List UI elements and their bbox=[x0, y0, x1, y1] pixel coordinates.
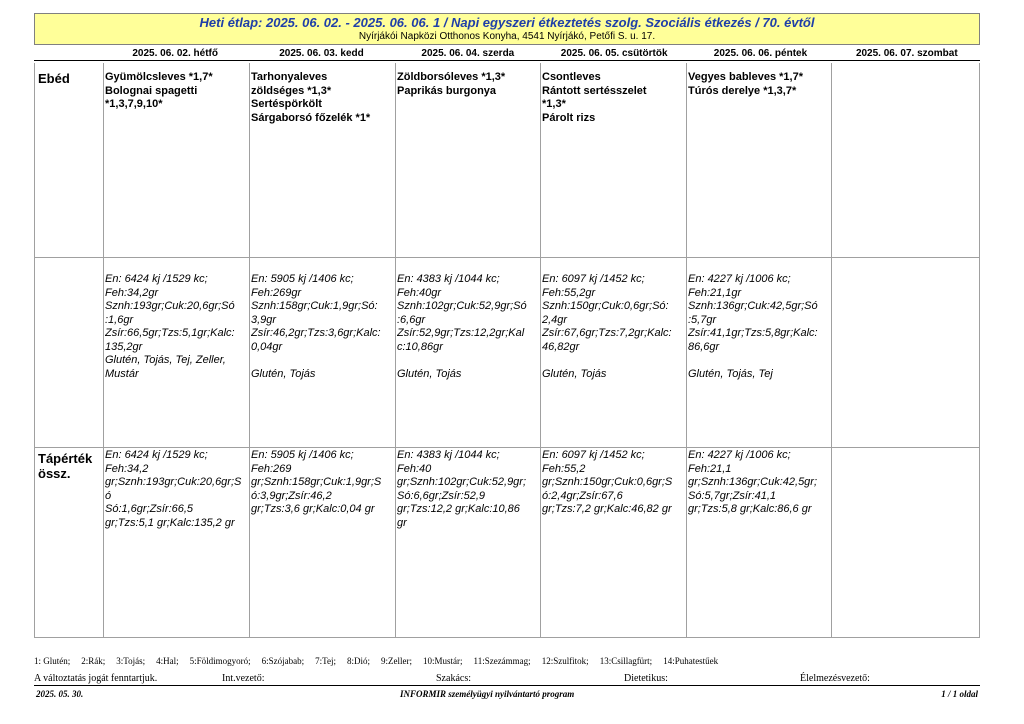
allergen-item: 7:Tej; bbox=[315, 656, 337, 666]
program-name: INFORMIR személyügyi nyilvántartó program bbox=[400, 689, 575, 699]
print-date: 2025. 05. 30. bbox=[36, 689, 84, 699]
chef-label: Szakács: bbox=[436, 673, 471, 684]
food-manager-label: Élelmezésvezető: bbox=[800, 673, 870, 684]
menu-cell-friday: Vegyes bableves *1,7* Túrós derelye *1,3,7* bbox=[688, 71, 803, 97]
summary-cell-tuesday: En: 5905 kj /1406 kc; Feh:269 gr;Sznh:158gr;Cuk:1,9gr;S ó:3,9gr;Zsír:46,2 gr;Tzs:3,6 gr;Kalc:0,04 gr bbox=[251, 449, 382, 515]
menu-cell-thursday: Csontleves Rántott sertésszelet *1,3* Párolt rizs bbox=[542, 71, 647, 124]
allergen-item: 11:Szezámmag; bbox=[473, 656, 531, 666]
day-header-thursday: 2025. 06. 05. csütörtök bbox=[560, 48, 668, 59]
allergen-item: 6:Szójabab; bbox=[261, 656, 305, 666]
menu-title: Heti étlap: 2025. 06. 02. - 2025. 06. 06. 1 / Napi egyszeri étkeztetés szolg. Szociális étkezés / 70. évtől bbox=[199, 15, 815, 30]
day-header-saturday: 2025. 06. 07. szombat bbox=[855, 48, 958, 59]
menu-header bbox=[34, 13, 980, 45]
menu-cell-wednesday: Zöldborsóleves *1,3* Paprikás burgonya bbox=[397, 71, 506, 97]
nutrition-cell-tuesday: En: 5905 kj /1406 kc; Feh:269gr Sznh:158gr;Cuk:1,9gr;Só: 3,9gr Zsír:46,2gr;Tzs:3,6gr;Kalc: 0,04gr Glutén, Tojás bbox=[251, 273, 381, 380]
nutrition-cell-thursday: En: 6097 kj /1452 kc; Feh:55,2gr Sznh:150gr;Cuk:0,6gr;Só: 2,4gr Zsír:67,6gr;Tzs:7,2gr;Kalc: 46,82gr Glutén, Tojás bbox=[542, 273, 672, 380]
grid-line bbox=[686, 63, 687, 637]
summary-row-label: Tápérték össz. bbox=[38, 451, 93, 481]
nutrition-cell-wednesday: En: 4383 kj /1044 kc; Feh:40gr Sznh:102gr;Cuk:52,9gr;Só :6,6gr Zsír:52,9gr;Tzs:12,2gr;Kal c:10,86gr Glutén, Tojás bbox=[397, 273, 527, 380]
nutrition-cell-monday: En: 6424 kj /1529 kc; Feh:34,2gr Sznh:193gr;Cuk:20,6gr;Só :1,6gr Zsír:66,5gr;Tzs:5,1gr;Kalc: 135,2gr Glutén, Tojás, Tej, Zeller, Mustár bbox=[105, 273, 235, 380]
allergen-item: 14:Puhatestűek bbox=[663, 656, 719, 666]
dietitian-label: Dietetikus: bbox=[624, 673, 668, 684]
summary-cell-wednesday: En: 4383 kj /1044 kc; Feh:40 gr;Sznh:102gr;Cuk:52,9gr; Só:6,6gr;Zsír:52,9 gr;Tzs:12,2 gr;Kalc:10,86 gr bbox=[397, 449, 527, 529]
menu-cell-monday: Gyümölcsleves *1,7* Bolognai spagetti *1,3,7,9,10* bbox=[105, 71, 213, 110]
allergen-legend bbox=[34, 656, 980, 666]
allergen-item: 13:Csillagfürt; bbox=[599, 656, 653, 666]
signature-line bbox=[34, 673, 980, 686]
grid-line bbox=[540, 63, 541, 637]
grid-line bbox=[395, 63, 396, 637]
grid-line bbox=[35, 447, 979, 448]
day-header-friday: 2025. 06. 06. péntek bbox=[713, 48, 808, 59]
grid-line bbox=[103, 63, 104, 637]
grid-line bbox=[35, 257, 979, 258]
day-header-tuesday: 2025. 06. 03. kedd bbox=[279, 48, 364, 59]
rights-notice: A változtatás jogát fenntartjuk. bbox=[34, 673, 158, 684]
menu-cell-tuesday: Tarhonyaleves zöldséges *1,3* Sertéspörkölt Sárgaborsó főzelék *1* bbox=[251, 71, 371, 124]
lunch-row-label: Ebéd bbox=[38, 71, 70, 86]
allergen-item: 10:Mustár; bbox=[423, 656, 463, 666]
page-footer bbox=[34, 688, 980, 702]
allergen-item: 2:Rák; bbox=[81, 656, 106, 666]
allergen-item: 12:Szulfitok; bbox=[541, 656, 589, 666]
summary-cell-friday: En: 4227 kj /1006 kc; Feh:21,1 gr;Sznh:136gr;Cuk:42,5gr; Só:5,7gr;Zsír:41,1 gr;Tzs:5,8 gr;Kalc:86,6 gr bbox=[688, 449, 818, 515]
menu-grid bbox=[34, 63, 980, 638]
allergen-item: 5:Földimogyoró; bbox=[189, 656, 251, 666]
int-leader-label: Int.vezető: bbox=[222, 673, 265, 684]
allergen-item: 8:Dió; bbox=[347, 656, 371, 666]
kitchen-address: Nyírjákói Napközi Otthonos Konyha, 4541 Nyírjákó, Petőfi S. u. 17. bbox=[358, 31, 656, 42]
allergen-item: 9:Zeller; bbox=[381, 656, 413, 666]
day-header-row bbox=[34, 47, 980, 61]
allergen-item: 3:Tojás; bbox=[116, 656, 146, 666]
grid-line bbox=[831, 63, 832, 637]
nutrition-cell-friday: En: 4227 kj /1006 kc; Feh:21,1gr Sznh:136gr;Cuk:42,5gr;Só :5,7gr Zsír:41,1gr;Tzs:5,8gr;Kalc: 86,6gr Glutén, Tojás, Tej bbox=[688, 273, 818, 380]
day-header-wednesday: 2025. 06. 04. szerda bbox=[421, 48, 515, 59]
day-header-monday: 2025. 06. 02. hétfő bbox=[132, 48, 218, 59]
summary-cell-monday: En: 6424 kj /1529 kc; Feh:34,2 gr;Sznh:193gr;Cuk:20,6gr;Só Só:1,6gr;Zsír:66,5 gr;Tzs:5,1 gr;Kalc:135,2 gr bbox=[105, 449, 242, 529]
summary-cell-thursday: En: 6097 kj /1452 kc; Feh:55,2 gr;Sznh:150gr;Cuk:0,6gr;S ó:2,4gr;Zsír:67,6 gr;Tzs:7,2 gr;Kalc:46,82 gr bbox=[542, 449, 673, 515]
allergen-item: 1: Glutén; bbox=[34, 656, 71, 666]
grid-line bbox=[249, 63, 250, 637]
page-number: 1 / 1 oldal bbox=[941, 689, 978, 699]
allergen-item: 4:Hal; bbox=[156, 656, 179, 666]
